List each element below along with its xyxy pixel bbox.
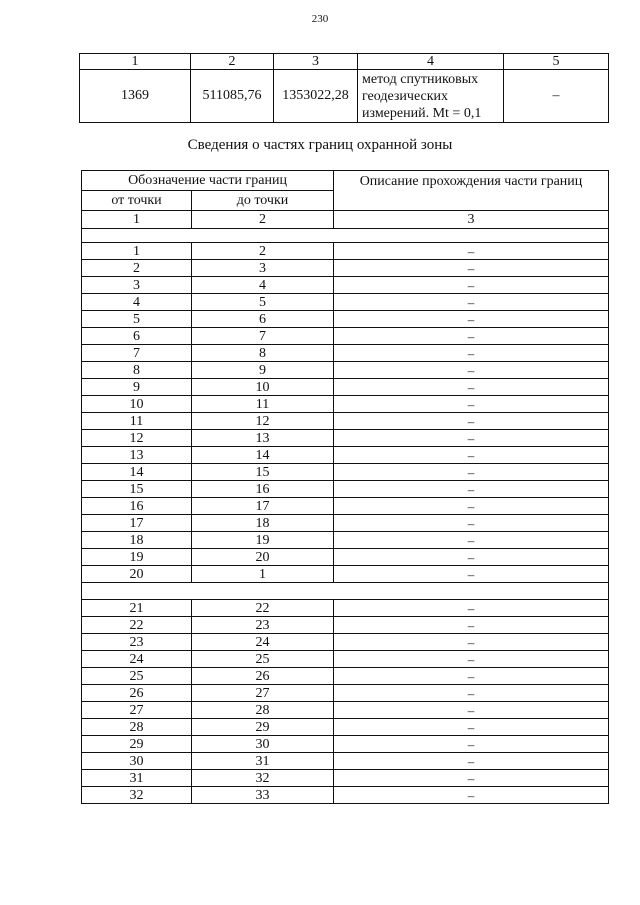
description-cell: –	[334, 277, 609, 294]
header-cell: 1	[80, 54, 191, 70]
to-point-cell: 1	[192, 566, 334, 583]
description-cell: –	[334, 787, 609, 804]
table-row	[82, 464, 609, 481]
from-point-cell: 3	[82, 277, 192, 294]
section-title: Сведения о частях границ охранной зоны	[187, 137, 453, 153]
from-point-header: от точки	[82, 191, 192, 211]
to-point-cell: 24	[192, 634, 334, 651]
description-cell: –	[334, 345, 609, 362]
from-point-cell: 5	[82, 311, 192, 328]
section-separator-row	[82, 583, 609, 600]
to-point-cell: 30	[192, 736, 334, 753]
table-row	[82, 328, 609, 345]
table-row	[82, 413, 609, 430]
column-number: 1	[82, 211, 192, 229]
description-header: Описание прохождения части границ	[334, 171, 609, 211]
table-row	[80, 70, 609, 123]
from-point-cell: 20	[82, 566, 192, 583]
from-point-cell: 2	[82, 260, 192, 277]
section-separator-row	[82, 229, 609, 243]
to-point-cell: 16	[192, 481, 334, 498]
table-row	[82, 243, 609, 260]
to-point-cell: 2	[192, 243, 334, 260]
from-point-cell: 13	[82, 447, 192, 464]
table-row	[82, 260, 609, 277]
to-point-cell: 9	[192, 362, 334, 379]
table-row	[82, 379, 609, 396]
description-cell: –	[334, 464, 609, 481]
to-point-cell: 8	[192, 345, 334, 362]
to-point-cell: 11	[192, 396, 334, 413]
description-cell: –	[334, 396, 609, 413]
description-cell: –	[334, 447, 609, 464]
table-row	[82, 753, 609, 770]
description-cell: –	[334, 532, 609, 549]
from-point-cell: 16	[82, 498, 192, 515]
table-body	[82, 229, 609, 804]
table-row	[82, 481, 609, 498]
description-cell: –	[334, 685, 609, 702]
description-cell: –	[334, 515, 609, 532]
to-point-cell: 12	[192, 413, 334, 430]
coordinate-x: 511085,76	[191, 70, 274, 123]
table-row	[82, 736, 609, 753]
from-point-cell: 25	[82, 668, 192, 685]
header-cell: 3	[274, 54, 358, 70]
table-row	[82, 668, 609, 685]
coordinates-table-header	[80, 54, 609, 70]
table-row	[82, 787, 609, 804]
from-point-cell: 30	[82, 753, 192, 770]
from-point-cell: 12	[82, 430, 192, 447]
to-point-cell: 4	[192, 277, 334, 294]
description-cell: –	[334, 413, 609, 430]
description-cell: –	[334, 362, 609, 379]
from-point-cell: 15	[82, 481, 192, 498]
from-point-cell: 31	[82, 770, 192, 787]
description-cell: –	[334, 294, 609, 311]
table-row	[82, 651, 609, 668]
description-cell: –	[334, 379, 609, 396]
column-number: 2	[192, 211, 334, 229]
to-point-cell: 25	[192, 651, 334, 668]
to-point-cell: 7	[192, 328, 334, 345]
from-point-cell: 19	[82, 549, 192, 566]
table-row	[82, 770, 609, 787]
header-cell: 4	[358, 54, 504, 70]
to-point-cell: 10	[192, 379, 334, 396]
header-cell: 5	[504, 54, 609, 70]
description-cell: –	[334, 702, 609, 719]
table-row	[82, 566, 609, 583]
to-point-cell: 6	[192, 311, 334, 328]
from-point-cell: 26	[82, 685, 192, 702]
from-point-cell: 23	[82, 634, 192, 651]
to-point-cell: 13	[192, 430, 334, 447]
table-row	[82, 515, 609, 532]
from-point-cell: 24	[82, 651, 192, 668]
page-number: 230	[311, 13, 329, 25]
coordinates-table	[79, 53, 609, 123]
to-point-cell: 3	[192, 260, 334, 277]
from-point-cell: 1	[82, 243, 192, 260]
description-cell: –	[334, 753, 609, 770]
to-point-cell: 17	[192, 498, 334, 515]
description-cell: –	[334, 328, 609, 345]
table-row	[82, 362, 609, 379]
description-cell: –	[334, 430, 609, 447]
description-cell: –	[334, 651, 609, 668]
from-point-cell: 9	[82, 379, 192, 396]
table-row	[82, 447, 609, 464]
description-cell: –	[334, 600, 609, 617]
from-point-cell: 22	[82, 617, 192, 634]
from-point-cell: 18	[82, 532, 192, 549]
to-point-cell: 23	[192, 617, 334, 634]
from-point-cell: 14	[82, 464, 192, 481]
table-row	[82, 685, 609, 702]
from-point-cell: 6	[82, 328, 192, 345]
header-cell: 2	[191, 54, 274, 70]
table-row	[82, 600, 609, 617]
group-header: Обозначение части границ	[82, 171, 334, 191]
column-number: 3	[334, 211, 609, 229]
description-cell: –	[334, 634, 609, 651]
to-point-cell: 26	[192, 668, 334, 685]
description-cell: –	[334, 719, 609, 736]
description-cell: –	[334, 736, 609, 753]
to-point-cell: 31	[192, 753, 334, 770]
table-row	[82, 617, 609, 634]
from-point-cell: 32	[82, 787, 192, 804]
from-point-cell: 10	[82, 396, 192, 413]
column-numbers-row	[82, 211, 609, 229]
table-row	[82, 634, 609, 651]
coordinate-y: 1353022,28	[274, 70, 358, 123]
description-cell: –	[334, 481, 609, 498]
description-cell: –	[334, 498, 609, 515]
separator-cell	[82, 229, 609, 243]
from-point-cell: 7	[82, 345, 192, 362]
from-point-cell: 21	[82, 600, 192, 617]
description-cell: –	[334, 770, 609, 787]
note-cell: –	[504, 70, 609, 123]
description-cell: –	[334, 311, 609, 328]
description-cell: –	[334, 243, 609, 260]
from-point-cell: 27	[82, 702, 192, 719]
to-point-cell: 5	[192, 294, 334, 311]
table-row	[82, 498, 609, 515]
description-cell: –	[334, 617, 609, 634]
boundary-parts-table	[81, 170, 609, 804]
to-point-cell: 18	[192, 515, 334, 532]
description-cell: –	[334, 668, 609, 685]
table-row	[82, 719, 609, 736]
to-point-header: до точки	[192, 191, 334, 211]
to-point-cell: 22	[192, 600, 334, 617]
method-description: метод спутниковых геодезических измерений. Mt = 0,1	[358, 70, 504, 123]
from-point-cell: 17	[82, 515, 192, 532]
table-row	[82, 702, 609, 719]
description-cell: –	[334, 260, 609, 277]
to-point-cell: 32	[192, 770, 334, 787]
from-point-cell: 8	[82, 362, 192, 379]
to-point-cell: 15	[192, 464, 334, 481]
description-cell: –	[334, 549, 609, 566]
to-point-cell: 28	[192, 702, 334, 719]
to-point-cell: 14	[192, 447, 334, 464]
table-row	[82, 311, 609, 328]
table-row	[82, 430, 609, 447]
table-header-row	[82, 171, 609, 191]
from-point-cell: 28	[82, 719, 192, 736]
description-cell: –	[334, 566, 609, 583]
table-row	[82, 277, 609, 294]
point-number: 1369	[80, 70, 191, 123]
to-point-cell: 19	[192, 532, 334, 549]
separator-cell	[82, 583, 609, 600]
table-row	[82, 532, 609, 549]
from-point-cell: 29	[82, 736, 192, 753]
from-point-cell: 4	[82, 294, 192, 311]
from-point-cell: 11	[82, 413, 192, 430]
table-row	[82, 345, 609, 362]
to-point-cell: 29	[192, 719, 334, 736]
to-point-cell: 27	[192, 685, 334, 702]
table-row	[82, 396, 609, 413]
table-row	[82, 294, 609, 311]
table-row	[82, 549, 609, 566]
to-point-cell: 33	[192, 787, 334, 804]
to-point-cell: 20	[192, 549, 334, 566]
